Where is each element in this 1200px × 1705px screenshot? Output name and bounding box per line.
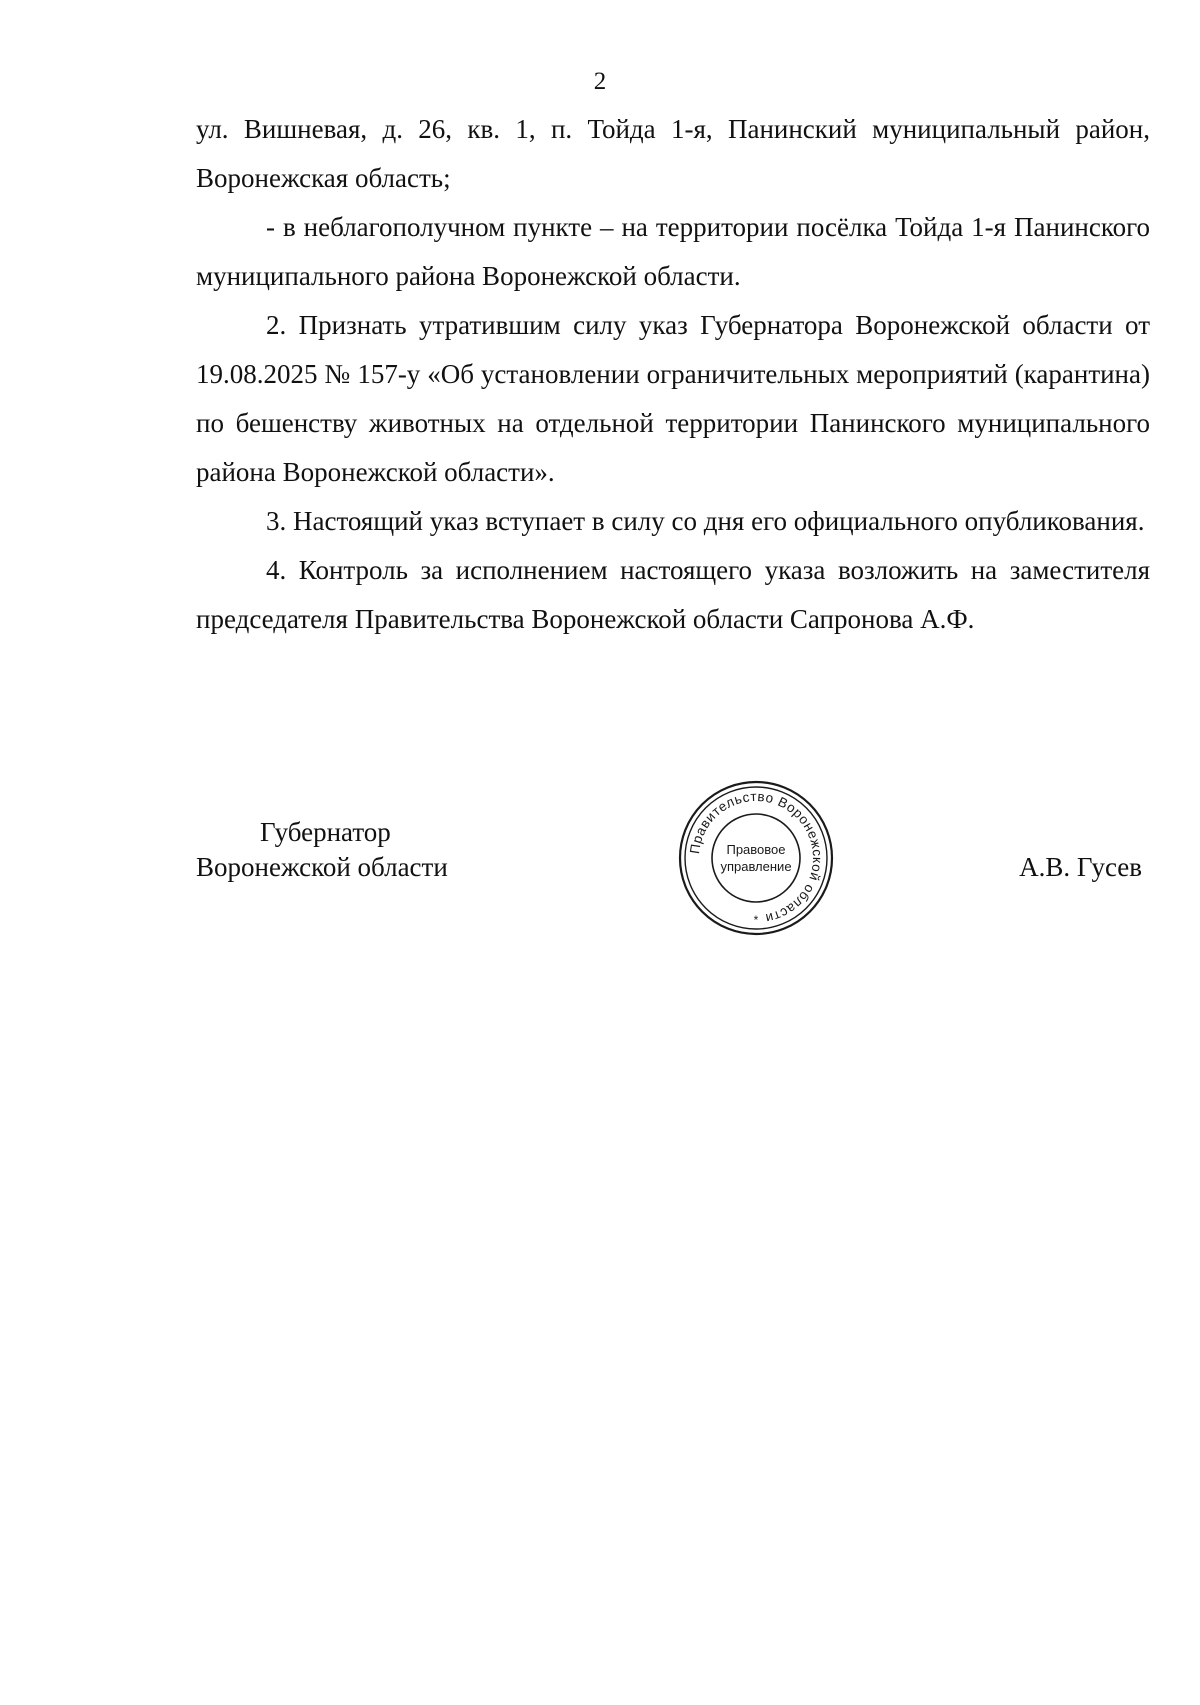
paragraph-address-line1: ул. Вишневая, д. 26, кв. 1, п. Тойда 1-я, Панинский муниципальный район, bbox=[196, 114, 1150, 144]
signatory-title-line1: Губернатор bbox=[260, 817, 391, 847]
signatory-title bbox=[196, 815, 448, 885]
paragraph-item-4: 4. Контроль за исполнением настоящего указа возложить на заместителя председателя Правительства Воронежской области Сапронова А.Ф. bbox=[196, 555, 1150, 634]
paragraph-outbreak-site: - в неблагополучном пункте – на территории посёлка Тойда 1-я Панинского муниципального района Воронежской области. bbox=[196, 212, 1150, 291]
seal-center-line1: Правовое bbox=[726, 842, 786, 857]
paragraph-item-3: 3. Настоящий указ вступает в силу со дня его официального опубликования. bbox=[266, 506, 1145, 536]
page-number: 2 bbox=[593, 68, 607, 95]
signatory-title-line2: Воронежской области bbox=[196, 852, 448, 882]
seal-ring-text: Правительство Воронежской области bbox=[687, 788, 826, 927]
seal-star: * bbox=[753, 913, 759, 927]
seal-center-line2: управление bbox=[720, 859, 792, 874]
paragraph-address-line2: Воронежская область; bbox=[196, 163, 451, 193]
svg-text:Правительство Воронежской обла bbox=[687, 789, 825, 926]
signatory-name: А.В. Гусев bbox=[1019, 852, 1142, 882]
seal-stamp-icon bbox=[676, 778, 836, 938]
document-body bbox=[196, 105, 1150, 644]
paragraph-item-2: 2. Признать утратившим силу указ Губернатора Воронежской области от 19.08.2025 № 157-у «Об установлении ограничительных мероприятий (карантина) по бешенству животных на отдельной территории Панинского муниципального района Воронежской области». bbox=[196, 310, 1150, 487]
